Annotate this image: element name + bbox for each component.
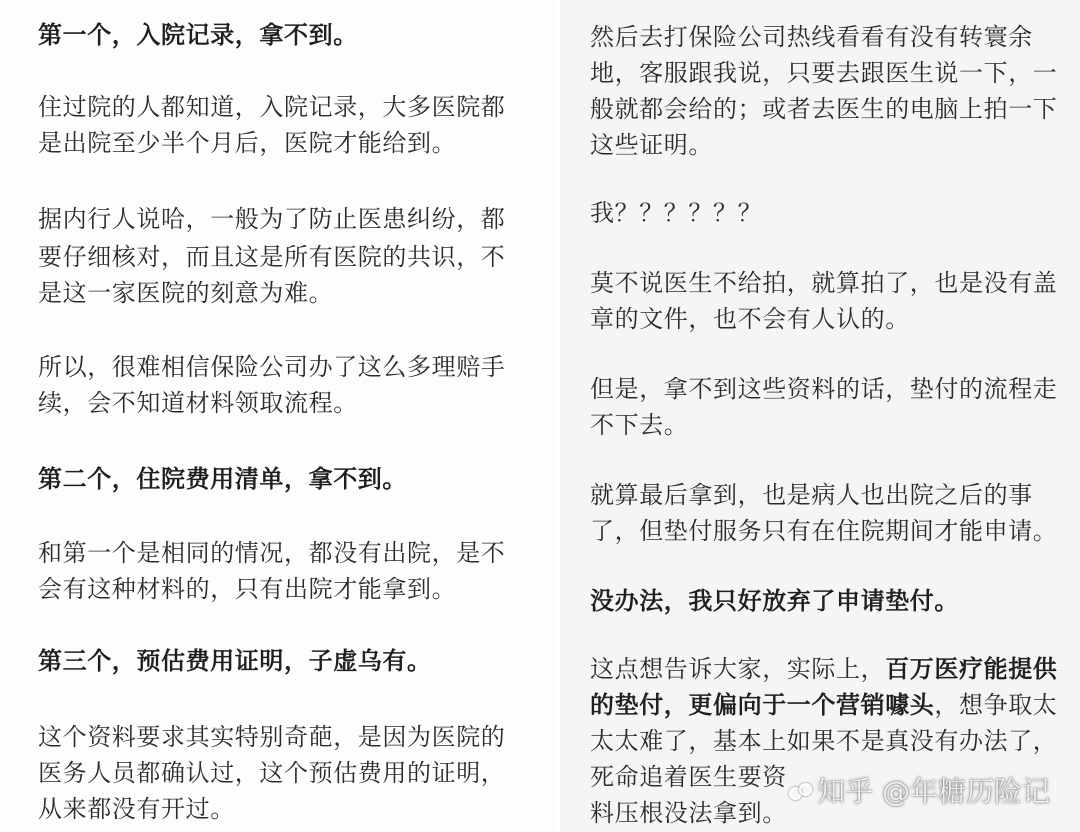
paragraph-line: 医务人员都确认过，这个预估费用的证明， [38,759,506,787]
paragraph-line: 般就都会给的；或者去医生的电脑上拍一下 [590,95,1058,123]
heading-estimated-cost: 第三个，预估费用证明，子虚乌有。 [38,647,432,675]
heading-give-up: 没办法，我只好放弃了申请垫付。 [590,587,959,615]
double-circle-icon [789,781,811,799]
watermark-text: 知乎 @年糖历险记 [817,775,1050,808]
paragraph-line: 和第一个是相同的情况，都没有出院，是不 [38,539,506,567]
heading-cost-list: 第二个，住院费用清单，拿不到。 [38,465,407,493]
paragraph-line: 从来都没有开过。 [38,795,235,823]
paragraph-line: 太太难了，基本上如果不是真没有办法了， [590,727,1058,755]
text-run: 这点想告诉大家，实际上， [590,655,886,683]
paragraph-line: 然后去打保险公司热线看看有没有转寰余 [590,23,1033,51]
heading-admission-record: 第一个，入院记录，拿不到。 [38,21,358,49]
emphasis-run: 的垫付，更偏向于一个营销噱头 [590,691,935,719]
paragraph-line: 这个资料要求其实特别奇葩，是因为医院的 [38,723,506,751]
paragraph-line: 地，客服跟我说，只要去跟医生说一下，一 [590,59,1058,87]
paragraph-line: 我？？？？？？ [590,199,763,227]
paragraph-line: 料压根没法拿到。 [590,799,787,827]
paragraph-line: 会有这种材料的，只有出院才能拿到。 [38,575,457,603]
paragraph-line [590,688,1057,722]
zhihu-watermark [789,770,1050,810]
emphasis-run: 百万医疗能提供 [885,655,1058,683]
right-column [560,0,1080,832]
paragraph-line: 是这一家医院的刻意为难。 [38,279,334,307]
paragraph-line: 死命追着医生要资 [590,763,787,791]
paragraph-line: 就算最后拿到，也是病人也出院之后的事 [590,481,1033,509]
paragraph-line: 不下去。 [590,411,689,439]
paragraph-line: 要仔细核对，而且这是所有医院的共识，不 [38,243,506,271]
paragraph-line: 但是，拿不到这些资料的话，垫付的流程走 [590,375,1058,403]
paragraph-line: 莫不说医生不给拍，就算拍了，也是没有盖 [590,269,1058,297]
paragraph-line: 这些证明。 [590,131,713,159]
paragraph-line [590,652,1057,686]
paragraph-line: 了，但垫付服务只有在住院期间才能申请。 [590,517,1058,545]
paragraph-line: 所以，很难相信保险公司办了这么多理赔手 [38,353,506,381]
text-run: ，想争取太 [934,691,1058,719]
paragraph-line: 续，会不知道材料领取流程。 [38,389,358,417]
paragraph-line: 住过院的人都知道，入院记录，大多医院都 [38,93,506,121]
paragraph-line: 据内行人说哈，一般为了防止医患纠纷，都 [38,205,506,233]
paragraph-line: 章的文件，也不会有人认的。 [590,305,910,333]
paragraph-line: 是出院至少半个月后，医院才能给到。 [38,129,457,157]
